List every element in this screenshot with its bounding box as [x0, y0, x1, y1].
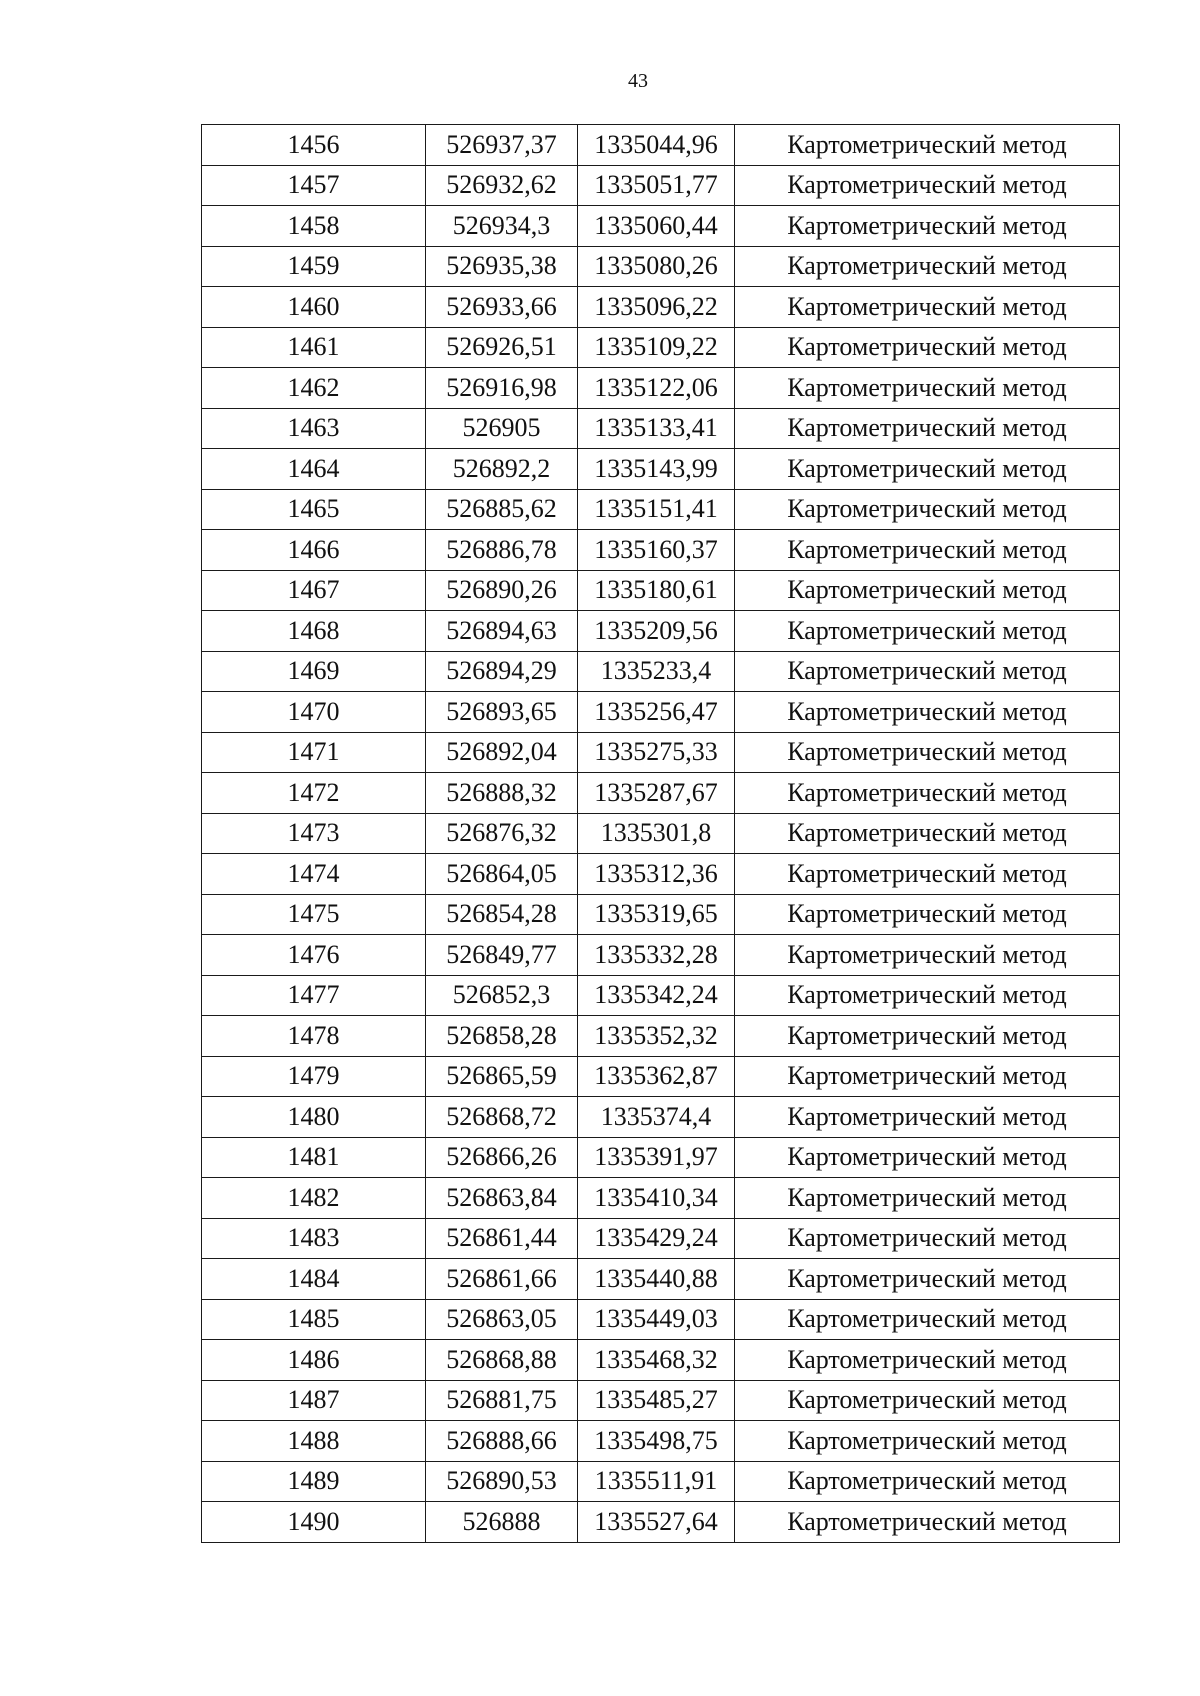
- point-number-cell: 1483: [202, 1218, 426, 1259]
- point-number-cell: 1479: [202, 1056, 426, 1097]
- x-coordinate-cell: 526876,32: [426, 813, 578, 854]
- table-row: [202, 935, 1120, 976]
- y-coordinate-cell: 1335485,27: [578, 1380, 735, 1421]
- coordinates-table: [201, 124, 1120, 1543]
- point-number-cell: 1471: [202, 732, 426, 773]
- y-coordinate-cell: 1335301,8: [578, 813, 735, 854]
- table-row: [202, 1259, 1120, 1300]
- point-number-cell: 1460: [202, 287, 426, 328]
- y-coordinate-cell: 1335449,03: [578, 1299, 735, 1340]
- x-coordinate-cell: 526868,88: [426, 1340, 578, 1381]
- method-cell: Картометрический метод: [735, 1421, 1120, 1462]
- table-row: [202, 813, 1120, 854]
- y-coordinate-cell: 1335060,44: [578, 206, 735, 247]
- method-cell: Картометрический метод: [735, 813, 1120, 854]
- point-number-cell: 1481: [202, 1137, 426, 1178]
- method-cell: Картометрический метод: [735, 1461, 1120, 1502]
- x-coordinate-cell: 526937,37: [426, 125, 578, 166]
- method-cell: Картометрический метод: [735, 1178, 1120, 1219]
- x-coordinate-cell: 526861,44: [426, 1218, 578, 1259]
- point-number-cell: 1459: [202, 246, 426, 287]
- x-coordinate-cell: 526926,51: [426, 327, 578, 368]
- table-row: [202, 489, 1120, 530]
- method-cell: Картометрический метод: [735, 854, 1120, 895]
- point-number-cell: 1467: [202, 570, 426, 611]
- method-cell: Картометрический метод: [735, 530, 1120, 571]
- y-coordinate-cell: 1335319,65: [578, 894, 735, 935]
- x-coordinate-cell: 526865,59: [426, 1056, 578, 1097]
- point-number-cell: 1463: [202, 408, 426, 449]
- table-row: [202, 125, 1120, 166]
- method-cell: Картометрический метод: [735, 1137, 1120, 1178]
- y-coordinate-cell: 1335352,32: [578, 1016, 735, 1057]
- table-row: [202, 692, 1120, 733]
- point-number-cell: 1482: [202, 1178, 426, 1219]
- table-row: [202, 246, 1120, 287]
- table-row: [202, 1056, 1120, 1097]
- y-coordinate-cell: 1335080,26: [578, 246, 735, 287]
- y-coordinate-cell: 1335332,28: [578, 935, 735, 976]
- x-coordinate-cell: 526888,32: [426, 773, 578, 814]
- point-number-cell: 1457: [202, 165, 426, 206]
- point-number-cell: 1489: [202, 1461, 426, 1502]
- point-number-cell: 1486: [202, 1340, 426, 1381]
- x-coordinate-cell: 526852,3: [426, 975, 578, 1016]
- point-number-cell: 1464: [202, 449, 426, 490]
- y-coordinate-cell: 1335160,37: [578, 530, 735, 571]
- point-number-cell: 1470: [202, 692, 426, 733]
- point-number-cell: 1456: [202, 125, 426, 166]
- method-cell: Картометрический метод: [735, 1340, 1120, 1381]
- point-number-cell: 1469: [202, 651, 426, 692]
- y-coordinate-cell: 1335511,91: [578, 1461, 735, 1502]
- x-coordinate-cell: 526885,62: [426, 489, 578, 530]
- x-coordinate-cell: 526934,3: [426, 206, 578, 247]
- table-row: [202, 165, 1120, 206]
- x-coordinate-cell: 526894,29: [426, 651, 578, 692]
- y-coordinate-cell: 1335410,34: [578, 1178, 735, 1219]
- method-cell: Картометрический метод: [735, 165, 1120, 206]
- coordinates-table-body: [202, 125, 1120, 1543]
- point-number-cell: 1468: [202, 611, 426, 652]
- x-coordinate-cell: 526890,53: [426, 1461, 578, 1502]
- y-coordinate-cell: 1335429,24: [578, 1218, 735, 1259]
- table-row: [202, 1178, 1120, 1219]
- method-cell: Картометрический метод: [735, 692, 1120, 733]
- x-coordinate-cell: 526894,63: [426, 611, 578, 652]
- x-coordinate-cell: 526933,66: [426, 287, 578, 328]
- point-number-cell: 1487: [202, 1380, 426, 1421]
- point-number-cell: 1477: [202, 975, 426, 1016]
- table-row: [202, 975, 1120, 1016]
- table-row: [202, 1137, 1120, 1178]
- table-row: [202, 773, 1120, 814]
- x-coordinate-cell: 526916,98: [426, 368, 578, 409]
- method-cell: Картометрический метод: [735, 449, 1120, 490]
- method-cell: Картометрический метод: [735, 327, 1120, 368]
- table-row: [202, 530, 1120, 571]
- x-coordinate-cell: 526890,26: [426, 570, 578, 611]
- y-coordinate-cell: 1335391,97: [578, 1137, 735, 1178]
- y-coordinate-cell: 1335133,41: [578, 408, 735, 449]
- y-coordinate-cell: 1335362,87: [578, 1056, 735, 1097]
- method-cell: Картометрический метод: [735, 1016, 1120, 1057]
- table-row: [202, 854, 1120, 895]
- point-number-cell: 1490: [202, 1502, 426, 1543]
- x-coordinate-cell: 526863,84: [426, 1178, 578, 1219]
- point-number-cell: 1466: [202, 530, 426, 571]
- x-coordinate-cell: 526864,05: [426, 854, 578, 895]
- method-cell: Картометрический метод: [735, 975, 1120, 1016]
- table-row: [202, 894, 1120, 935]
- method-cell: Картометрический метод: [735, 368, 1120, 409]
- point-number-cell: 1465: [202, 489, 426, 530]
- x-coordinate-cell: 526858,28: [426, 1016, 578, 1057]
- table-row: [202, 408, 1120, 449]
- y-coordinate-cell: 1335468,32: [578, 1340, 735, 1381]
- table-row: [202, 1340, 1120, 1381]
- x-coordinate-cell: 526905: [426, 408, 578, 449]
- x-coordinate-cell: 526881,75: [426, 1380, 578, 1421]
- method-cell: Картометрический метод: [735, 206, 1120, 247]
- x-coordinate-cell: 526886,78: [426, 530, 578, 571]
- y-coordinate-cell: 1335287,67: [578, 773, 735, 814]
- x-coordinate-cell: 526888: [426, 1502, 578, 1543]
- table-row: [202, 611, 1120, 652]
- point-number-cell: 1485: [202, 1299, 426, 1340]
- point-number-cell: 1461: [202, 327, 426, 368]
- method-cell: Картометрический метод: [735, 732, 1120, 773]
- point-number-cell: 1458: [202, 206, 426, 247]
- x-coordinate-cell: 526935,38: [426, 246, 578, 287]
- point-number-cell: 1474: [202, 854, 426, 895]
- y-coordinate-cell: 1335342,24: [578, 975, 735, 1016]
- point-number-cell: 1473: [202, 813, 426, 854]
- y-coordinate-cell: 1335440,88: [578, 1259, 735, 1300]
- method-cell: Картометрический метод: [735, 611, 1120, 652]
- page-number: 43: [628, 70, 648, 92]
- y-coordinate-cell: 1335180,61: [578, 570, 735, 611]
- point-number-cell: 1480: [202, 1097, 426, 1138]
- y-coordinate-cell: 1335374,4: [578, 1097, 735, 1138]
- y-coordinate-cell: 1335122,06: [578, 368, 735, 409]
- y-coordinate-cell: 1335051,77: [578, 165, 735, 206]
- x-coordinate-cell: 526849,77: [426, 935, 578, 976]
- y-coordinate-cell: 1335109,22: [578, 327, 735, 368]
- x-coordinate-cell: 526866,26: [426, 1137, 578, 1178]
- point-number-cell: 1484: [202, 1259, 426, 1300]
- table-row: [202, 1299, 1120, 1340]
- table-row: [202, 287, 1120, 328]
- table-row: [202, 1016, 1120, 1057]
- table-row: [202, 368, 1120, 409]
- method-cell: Картометрический метод: [735, 651, 1120, 692]
- table-row: [202, 651, 1120, 692]
- method-cell: Картометрический метод: [735, 773, 1120, 814]
- x-coordinate-cell: 526892,04: [426, 732, 578, 773]
- y-coordinate-cell: 1335312,36: [578, 854, 735, 895]
- point-number-cell: 1478: [202, 1016, 426, 1057]
- table-row: [202, 1218, 1120, 1259]
- y-coordinate-cell: 1335233,4: [578, 651, 735, 692]
- table-row: [202, 449, 1120, 490]
- method-cell: Картометрический метод: [735, 1218, 1120, 1259]
- x-coordinate-cell: 526892,2: [426, 449, 578, 490]
- y-coordinate-cell: 1335256,47: [578, 692, 735, 733]
- point-number-cell: 1472: [202, 773, 426, 814]
- y-coordinate-cell: 1335209,56: [578, 611, 735, 652]
- method-cell: Картометрический метод: [735, 408, 1120, 449]
- point-number-cell: 1476: [202, 935, 426, 976]
- x-coordinate-cell: 526863,05: [426, 1299, 578, 1340]
- method-cell: Картометрический метод: [735, 1502, 1120, 1543]
- y-coordinate-cell: 1335275,33: [578, 732, 735, 773]
- method-cell: Картометрический метод: [735, 287, 1120, 328]
- table-row: [202, 570, 1120, 611]
- x-coordinate-cell: 526932,62: [426, 165, 578, 206]
- table-row: [202, 327, 1120, 368]
- method-cell: Картометрический метод: [735, 1097, 1120, 1138]
- x-coordinate-cell: 526893,65: [426, 692, 578, 733]
- table-row: [202, 1502, 1120, 1543]
- y-coordinate-cell: 1335527,64: [578, 1502, 735, 1543]
- point-number-cell: 1475: [202, 894, 426, 935]
- table-row: [202, 1097, 1120, 1138]
- method-cell: Картометрический метод: [735, 570, 1120, 611]
- point-number-cell: 1462: [202, 368, 426, 409]
- method-cell: Картометрический метод: [735, 894, 1120, 935]
- method-cell: Картометрический метод: [735, 1259, 1120, 1300]
- method-cell: Картометрический метод: [735, 1299, 1120, 1340]
- y-coordinate-cell: 1335143,99: [578, 449, 735, 490]
- x-coordinate-cell: 526868,72: [426, 1097, 578, 1138]
- method-cell: Картометрический метод: [735, 246, 1120, 287]
- method-cell: Картометрический метод: [735, 1056, 1120, 1097]
- table-row: [202, 732, 1120, 773]
- method-cell: Картометрический метод: [735, 935, 1120, 976]
- y-coordinate-cell: 1335498,75: [578, 1421, 735, 1462]
- y-coordinate-cell: 1335151,41: [578, 489, 735, 530]
- x-coordinate-cell: 526888,66: [426, 1421, 578, 1462]
- y-coordinate-cell: 1335044,96: [578, 125, 735, 166]
- table-row: [202, 1421, 1120, 1462]
- method-cell: Картометрический метод: [735, 1380, 1120, 1421]
- point-number-cell: 1488: [202, 1421, 426, 1462]
- method-cell: Картометрический метод: [735, 489, 1120, 530]
- y-coordinate-cell: 1335096,22: [578, 287, 735, 328]
- x-coordinate-cell: 526854,28: [426, 894, 578, 935]
- method-cell: Картометрический метод: [735, 125, 1120, 166]
- table-row: [202, 1380, 1120, 1421]
- table-row: [202, 1461, 1120, 1502]
- x-coordinate-cell: 526861,66: [426, 1259, 578, 1300]
- table-row: [202, 206, 1120, 247]
